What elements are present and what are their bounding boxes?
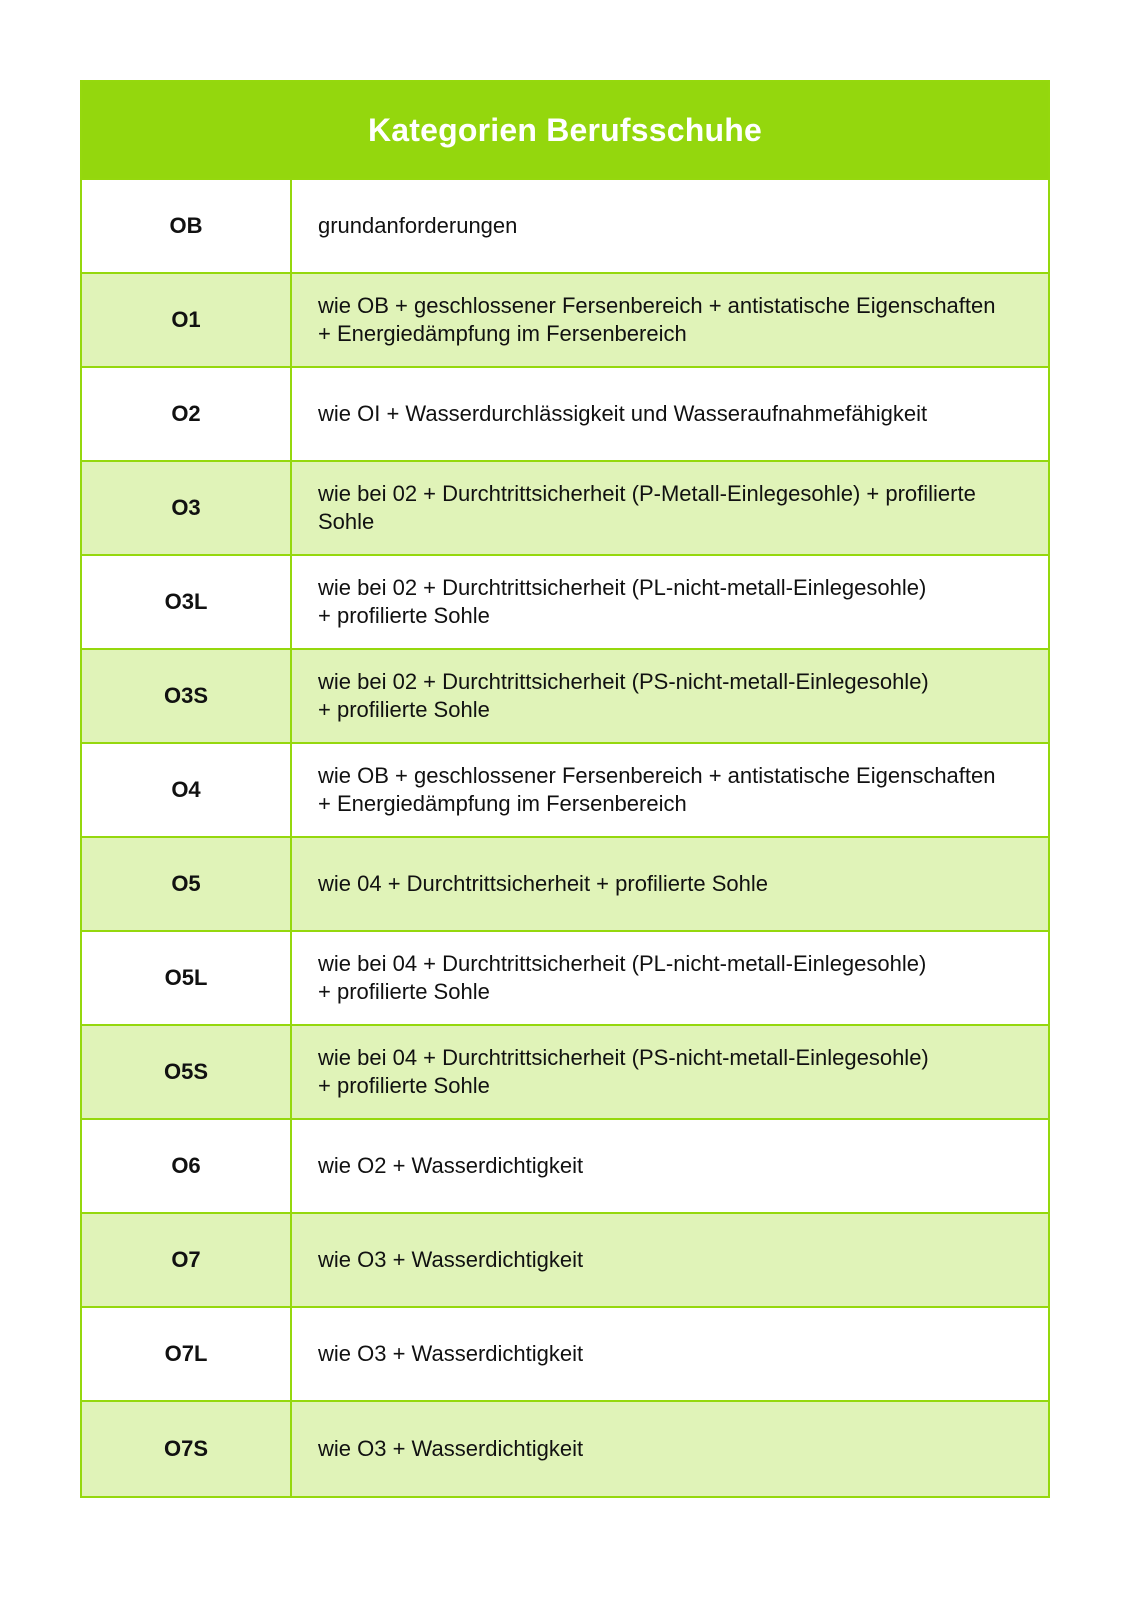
category-code: O7 [82, 1214, 292, 1306]
category-description: wie bei 02 + Durchtrittsicherheit (PS-nicht-metall-Einlegesohle) + profilierte Sohle [318, 669, 929, 722]
category-code: O1 [82, 274, 292, 366]
category-description: wie bei 04 + Durchtrittsicherheit (PS-nicht-metall-Einlegesohle) + profilierte Sohle [318, 1045, 929, 1098]
table-row [82, 368, 1048, 462]
table-row [82, 1120, 1048, 1214]
table-row [82, 1308, 1048, 1402]
table-row [82, 1214, 1048, 1308]
category-description: wie O3 + Wasserdichtigkeit [318, 1247, 584, 1272]
table-row [82, 744, 1048, 838]
category-code: O5L [82, 932, 292, 1024]
category-description: wie bei 02 + Durchtrittsicherheit (PL-nicht-metall-Einlegesohle) + profilierte Sohle [318, 575, 927, 628]
table-row [82, 462, 1048, 556]
category-code: O3S [82, 650, 292, 742]
category-code: O3 [82, 462, 292, 554]
category-code: O5S [82, 1026, 292, 1118]
category-code: OB [82, 180, 292, 272]
category-description: wie bei 02 + Durchtrittsicherheit (P-Metall-Einlegesohle) + profilierte Sohle [318, 481, 976, 534]
category-code: O7S [82, 1402, 292, 1496]
table-row [82, 180, 1048, 274]
category-description: wie OI + Wasserdurchlässigkeit und Wasseraufnahmefähigkeit [318, 401, 928, 426]
table-row [82, 1402, 1048, 1496]
category-code: O3L [82, 556, 292, 648]
categories-table [80, 80, 1050, 1498]
category-description: wie 04 + Durchtrittsicherheit + profilierte Sohle [318, 871, 768, 896]
category-description: wie O2 + Wasserdichtigkeit [318, 1153, 584, 1178]
table-row [82, 650, 1048, 744]
category-code: O5 [82, 838, 292, 930]
category-description: wie O3 + Wasserdichtigkeit [318, 1436, 584, 1461]
category-code: O6 [82, 1120, 292, 1212]
table-row [82, 556, 1048, 650]
table-row [82, 932, 1048, 1026]
table-title: Kategorien Berufsschuhe [82, 82, 1048, 180]
table-row [82, 838, 1048, 932]
category-code: O7L [82, 1308, 292, 1400]
category-description: wie OB + geschlossener Fersenbereich + antistatische Eigenschaften + Energiedämpfung im Fersenbereich [318, 293, 996, 346]
category-description: wie bei 04 + Durchtrittsicherheit (PL-nicht-metall-Einlegesohle) + profilierte Sohle [318, 951, 927, 1004]
category-description: wie OB + geschlossener Fersenbereich + antistatische Eigenschaften + Energiedämpfung im Fersenbereich [318, 763, 996, 816]
category-code: O4 [82, 744, 292, 836]
category-code: O2 [82, 368, 292, 460]
category-description: grundanforderungen [318, 213, 518, 238]
table-row [82, 274, 1048, 368]
category-description: wie O3 + Wasserdichtigkeit [318, 1341, 584, 1366]
table-row [82, 1026, 1048, 1120]
